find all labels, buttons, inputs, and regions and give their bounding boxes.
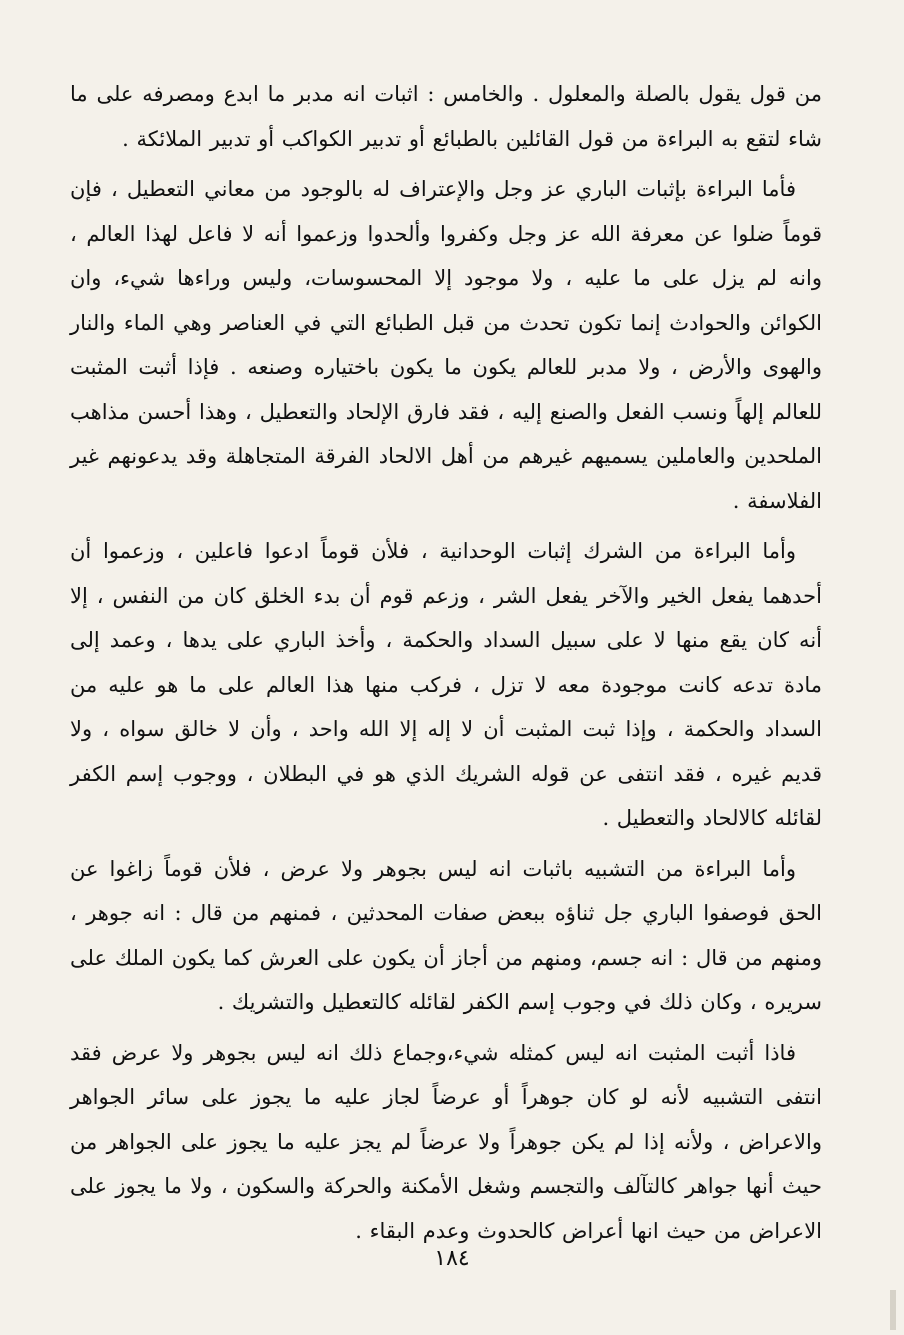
page-edge-shadow: [890, 1290, 896, 1330]
paragraph-1: من قول يقول بالصلة والمعلول . والخامس : اثبات انه مدبر ما ابدع ومصرفه على ما شاء لتقع به البراءة من قول القائلين بالطبائع أو تدبير الكواكب أو تدبير الملائكة .: [70, 82, 822, 151]
body-text: [70, 72, 822, 1253]
paragraph-5: فاذا أثبت المثبت انه ليس كمثله شيء،وجماع ذلك انه ليس بجوهر ولا عرض فقد انتفى التشبيه لأنه لو كان جوهراً أو عرضاً لجاز عليه ما يجوز على سائر الجواهر والاعراض ، ولأنه إذا لم يكن جوهراً ولا عرضاً لم يجز عليه ما يجوز على الجواهر من حيث أنها جواهر كالتآلف والتجسم وشغل الأمكنة والحركة والسكون ، ولا ما يجوز على الاعراض من حيث انها أعراض كالحدوث وعدم البقاء .: [70, 1040, 822, 1243]
paragraph-2: فأما البراءة بإثبات الباري عز وجل والإعتراف له بالوجود من معاني التعطيل ، فإن قوماً ضلوا عن معرفة الله عز وجل وكفروا وألحدوا وزعموا أنه لا فاعل لهذا العالم ، وانه لم يزل على ما عليه ، ولا موجود إلا المحسوسات، وليس وراءها شيء، وان الكوائن والحوادث إنما تكون تحدث من قبل الطبائع التي في العناصر وهي الماء والنار والهوى والأرض ، ولا مدبر للعالم يكون ما يكون باختياره وصنعه . فإذا أثبت المثبت للعالم إلهاً ونسب الفعل والصنع إليه ، فقد فارق الإلحاد والتعطيل ، وهذا أحسن مذاهب الملحدين والعاملين يسميهم غيرهم من أهل الالحاد الفرقة المتجاهلة وقد يدعونهم غير الفلاسفة .: [70, 177, 822, 513]
paragraph-3: وأما البراءة من الشرك إثبات الوحدانية ، فلأن قوماً ادعوا فاعلين ، وزعموا أن أحدهما يفعل الخير والآخر يفعل الشر ، وزعم قوم أن بدء الخلق كان من النفس ، إلا أنه كان يقع منها لا على سبيل السداد والحكمة ، وأخذ الباري على يدها ، وعمد إلى مادة تدعه كانت موجودة معه لا تزل ، فركب منها هذا العالم على ما هو عليه من السداد والحكمة ، وإذا ثبت المثبت أن لا إله إلا الله واحد ، وأن لا خالق سواه ، ولا قديم غيره ، فقد انتفى عن قوله الشريك الذي هو في البطلان ، ووجوب إسم الكفر لقائله كالالحاد والتعطيل .: [70, 539, 822, 830]
page-number: ١٨٤: [434, 1246, 470, 1271]
paragraph-4: وأما البراءة من التشبيه باثبات انه ليس بجوهر ولا عرض ، فلأن قوماً زاغوا عن الحق فوصفوا الباري جل ثناؤه ببعض صفات المحدثين ، فمنهم من قال : انه جوهر ، ومنهم من قال : انه جسم، ومنهم من أجاز أن يكون على العرش كما يكون الملك على سريره ، وكان ذلك في وجوب إسم الكفر لقائله كالتعطيل والتشريك .: [70, 856, 822, 1014]
